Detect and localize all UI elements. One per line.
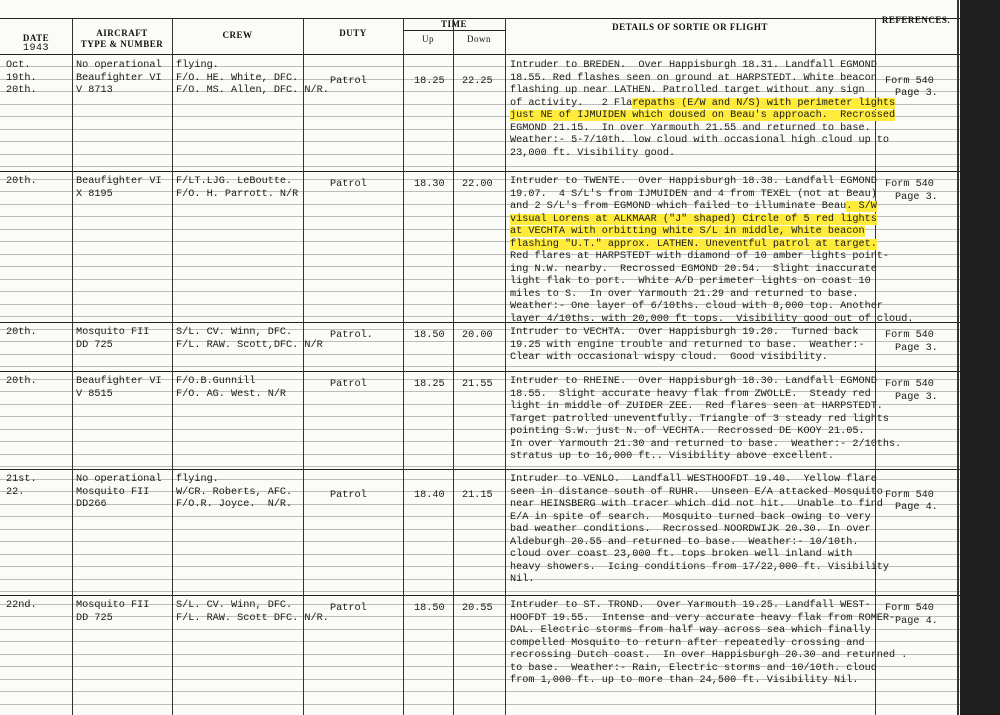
entry-details-line: cloud over coast 23,000 ft. tops broken well inland with (510, 549, 853, 560)
header-year: 1943 (22, 43, 49, 54)
section-rule (0, 595, 960, 596)
entry-reference: Page 4. (895, 615, 938, 627)
entry-date: 22. (6, 486, 25, 498)
entry-reference: Page 3. (895, 391, 938, 403)
entry-aircraft: Beaufighter VI (76, 72, 162, 84)
page-edge (957, 0, 959, 715)
entry-crew: F/O.B.Gunnill (176, 376, 256, 387)
entry-aircraft: Beaufighter VI (76, 376, 162, 387)
entry-time-up: 18.50 (414, 330, 445, 341)
entry-details-line: Aldeburgh 20.55 and returned to base. Weather:- 10/10th. (510, 536, 859, 548)
entry-time-down: 21.55 (462, 379, 493, 390)
column-divider (453, 18, 454, 715)
ruled-line (0, 166, 960, 167)
entry-details-line: Intruder to VENLO. Landfall WESTHOOFDT 19.40. Yellow flare (510, 474, 877, 485)
entry-crew: flying. (176, 474, 219, 485)
entry-details-line: layer 4/10ths. with 20,000 ft tops. Visibility good out of cloud. (510, 313, 914, 325)
section-rule (0, 371, 960, 372)
entry-crew: W/CR. Roberts, AFC. (176, 486, 293, 498)
entry-date: 22nd. (6, 600, 37, 611)
entry-time-up: 18.50 (414, 603, 445, 614)
entry-details-line: recrossing Dutch coast. In over Happisburgh 20.30 and returned . (510, 650, 908, 661)
ruled-line (0, 154, 960, 155)
entry-time-down: 21.15 (462, 489, 493, 501)
entry-details-line: Weather:- One layer of 6/10ths. cloud with 8,000 top. Another (510, 301, 883, 312)
entry-crew: S/L. CV. Winn, DFC. (176, 327, 293, 338)
entry-details-line: pointing S.W. just N. of VECHTA. Recrossed DE KOOY 21.05. (510, 426, 865, 437)
entry-crew: F/O.R. Joyce. N/R. (176, 499, 293, 510)
entry-time-down: 22.00 (462, 179, 493, 190)
entry-reference: Form 540 (885, 75, 934, 87)
entry-time-up: 18.25 (414, 379, 445, 390)
entry-crew: S/L. CV. Winn, DFC. (176, 600, 293, 611)
entry-aircraft: Mosquito FII (76, 486, 150, 498)
entry-details-line: stratus up to 16,000 ft.. Visibility above excellent. (510, 451, 835, 462)
highlighted-text: at VECHTA with orbitting white S/L in middle, White beacon (510, 226, 865, 237)
header-duty: DUTY (339, 28, 367, 38)
entry-details-line: Intruder to TWENTE. Over Happisburgh 18.38. Landfall EGMOND (510, 176, 877, 187)
entry-details-line: EGMOND 21.15. In over Yarmouth 21.55 and returned to base. (510, 122, 871, 134)
entry-crew: F/O. MS. Allen, DFC. N/R. (176, 85, 329, 96)
entry-details-line: Intruder to VECHTA. Over Happisburgh 19.20. Turned back (510, 327, 859, 338)
entry-reference: Form 540 (885, 489, 934, 501)
entry-date: 20th. (6, 327, 37, 338)
entry-reference: Page 3. (895, 191, 938, 203)
highlighted-text: just NE of IJMUIDEN which doused on Beau's approach. Recrossed (510, 110, 896, 121)
header-aircraft-type: TYPE & NUMBER (80, 39, 164, 49)
entry-date: 20th. (6, 85, 37, 96)
header-crew: CREW (222, 30, 253, 40)
entry-crew: F/L. RAW. Scott DFC. N/R. (176, 612, 329, 624)
highlighted-text: repaths (E/W and N/S) with perimeter lights (632, 97, 896, 109)
entry-reference: Form 540 (885, 379, 934, 390)
entry-details-line: Intruder to ST. TROND. Over Yarmouth 19.25. Landfall WEST- (510, 600, 871, 611)
header-references: REFERENCES. (881, 15, 951, 25)
entry-details-line: to base. Weather:- Rain, Electric storms and 10/10th. cloud (510, 662, 877, 674)
entry-reference: Form 540 (885, 603, 934, 614)
entry-aircraft: Mosquito FII (76, 600, 150, 611)
entry-details-line: 23,000 ft. Visibility good. (510, 147, 676, 159)
column-divider (72, 18, 73, 715)
entry-crew: F/L. RAW. Scott,DFC. N/R (176, 339, 323, 351)
entry-crew: flying. (176, 60, 219, 71)
column-divider (505, 18, 506, 715)
entry-crew: F/LT.LJG. LeBoutte. (176, 176, 293, 187)
entry-time-down: 22.25 (462, 75, 493, 87)
entry-details-line: E/A in spite of search. Mosquito turned back owing to very (510, 511, 871, 523)
entry-time-up: 18.25 (414, 75, 445, 87)
entry-time-up: 18.30 (414, 179, 445, 190)
entry-time-down: 20.00 (462, 330, 493, 341)
entry-details-line (510, 110, 895, 123)
entry-details-line: ing N.W. nearby. Recrossed EGMOND 20.54. Slight inaccurate (510, 263, 877, 275)
time-subheader-rule (403, 30, 505, 31)
entry-aircraft: X 8195 (76, 188, 113, 200)
entry-details-line: heavy showers. Icing conditions from 17/22,000 ft. Visibility (510, 561, 890, 573)
entry-details-line: of activity. 2 Flarepaths (E/W and N/S) with perimeter lights (510, 97, 896, 109)
ruled-line (0, 366, 960, 367)
entry-duty: Patrol (330, 379, 367, 390)
entry-details-line: Clear with occasional wispy cloud. Good visibility. (510, 352, 828, 363)
highlighted-text: flashing "U.T." approx. LATHEN. Uneventful patrol at target. (510, 238, 877, 250)
entry-details-line: DAL. Electric storms from half way across sea which finally (510, 625, 871, 636)
section-rule (0, 171, 960, 172)
entry-aircraft: DD266 (76, 499, 107, 510)
entry-reference: Page 3. (895, 88, 938, 99)
header-time: TIME (440, 19, 467, 29)
entry-details-line: from 1,000 ft. up to more than 24,500 ft. Visibility Nil. (510, 675, 859, 686)
header-down: Down (467, 34, 491, 44)
entry-details-line: 18.55. Slight accurate heavy flak from ZWOLLE. Steady red (510, 388, 871, 400)
header-details: DETAILS OF SORTIE OR FLIGHT (612, 22, 768, 32)
entry-details-line (510, 226, 865, 239)
entry-details-line: HOOFDT 19.55. Intense and very accurate heavy flak from ROMER- (510, 612, 896, 624)
entry-aircraft: V 8713 (76, 85, 113, 96)
entry-crew: F/O. AG. West. N/R (176, 388, 287, 400)
column-divider (303, 18, 304, 715)
entry-details-line: miles to S. In over Yarmouth 21.29 and returned to base. (510, 288, 859, 300)
entry-details-line: Intruder to RHEINE. Over Happisburgh 18.30. Landfall EGMOND (510, 376, 877, 387)
entry-details-line (510, 214, 877, 227)
entry-details-line: and 2 S/L's from EGMOND which failed to illuminate Beau. S/W (510, 201, 877, 212)
entry-details-line: Intruder to BREDEN. Over Happisburgh 18.31. Landfall EGMOND (510, 60, 877, 71)
header-up: Up (422, 34, 434, 44)
entry-duty: Patrol. (330, 330, 373, 341)
entry-date: 20th. (6, 176, 37, 187)
entry-details-line: light flak to port. White A/D perimeter lights on coast 10 (510, 276, 871, 287)
ruled-line (0, 579, 960, 580)
entry-details-line: bad weather conditions. Recrossed NOORDWIJK 20.30. In over (510, 524, 871, 535)
ruled-line (0, 466, 960, 467)
entry-details-line (510, 239, 877, 252)
entry-reference: Form 540 (885, 330, 934, 341)
entry-aircraft: V 8515 (76, 388, 113, 400)
highlighted-text: visual Lorens at ALKMAAR ("J" shaped) Circle of 5 red lights (510, 213, 877, 225)
column-divider (403, 18, 404, 715)
entry-details-line: compelled Mosquito to return after repeatedly crossing and (510, 637, 865, 649)
column-divider (875, 18, 876, 715)
ruled-line (0, 704, 960, 705)
entry-duty: Patrol (330, 603, 367, 614)
entry-details-line: seen in distance south of RUHR. Unseen E/A attacked Mosquito (510, 486, 883, 498)
entry-reference: Form 540 (885, 179, 934, 190)
entry-aircraft: DD 725 (76, 339, 113, 351)
entry-details-line: Weather:- 5-7/10th. low cloud with occasional high cloud up to (510, 135, 890, 146)
highlighted-text: . S/W (846, 201, 877, 212)
entry-details-line: 18.55. Red flashes seen on ground at HARPSTEDT. White beacon (510, 72, 877, 84)
entry-date: 21st. (6, 474, 37, 485)
entry-date: Oct. (6, 60, 31, 71)
entry-reference: Page 3. (895, 342, 938, 354)
section-rule (0, 469, 960, 470)
entry-details-line: 19.07. 4 S/L's from IJMUIDEN and 4 from TEXEL (not at Beau) (510, 188, 877, 200)
entry-details-line: Nil. (510, 574, 535, 585)
entry-duty: Patrol (330, 179, 367, 190)
entry-aircraft: Mosquito FII (76, 327, 150, 338)
entry-aircraft: Beaufighter VI (76, 176, 162, 187)
section-rule (0, 54, 960, 55)
entry-date: 19th. (6, 72, 37, 84)
header-aircraft: AIRCRAFT (96, 28, 148, 38)
entry-details-line: Red flares at HARPSTEDT with diamond of 10 amber lights point- (510, 251, 890, 262)
entry-details-line: flashing up near LATHEN. Patrolled target without any sign (510, 85, 865, 96)
entry-date: 20th. (6, 376, 37, 387)
entry-duty: Patrol (330, 75, 367, 87)
entry-details-line: near HEINSBERG with tracer which did not hit. Unable to find (510, 499, 883, 510)
column-divider (172, 18, 173, 715)
ruled-line (0, 591, 960, 592)
entry-details-line: light in middle of ZUIDER ZEE. Red flares seen at HARPSTEDT. (510, 401, 883, 412)
entry-time-up: 18.40 (414, 489, 445, 501)
header-date: DATE (22, 33, 50, 43)
entry-details-line: Target patrolled uneventfully. Triangle of 3 steady red lights (510, 413, 890, 425)
entry-time-down: 20.55 (462, 603, 493, 614)
entry-crew: F/O. HE. White, DFC. (176, 72, 299, 84)
entry-duty: Patrol (330, 489, 367, 501)
entry-details-line: In over Yarmouth 21.30 and returned to base. Weather:- 2/10ths. (510, 438, 902, 450)
entry-reference: Page 4. (895, 502, 938, 513)
entry-aircraft: DD 725 (76, 612, 113, 624)
entry-crew: F/O. H. Parrott. N/R (176, 188, 299, 200)
entry-aircraft: No operational (76, 474, 162, 485)
ruled-line (0, 691, 960, 692)
entry-details-line: 19.25 with engine trouble and returned to base. Weather:- (510, 339, 865, 351)
entry-aircraft: No operational (76, 60, 162, 71)
